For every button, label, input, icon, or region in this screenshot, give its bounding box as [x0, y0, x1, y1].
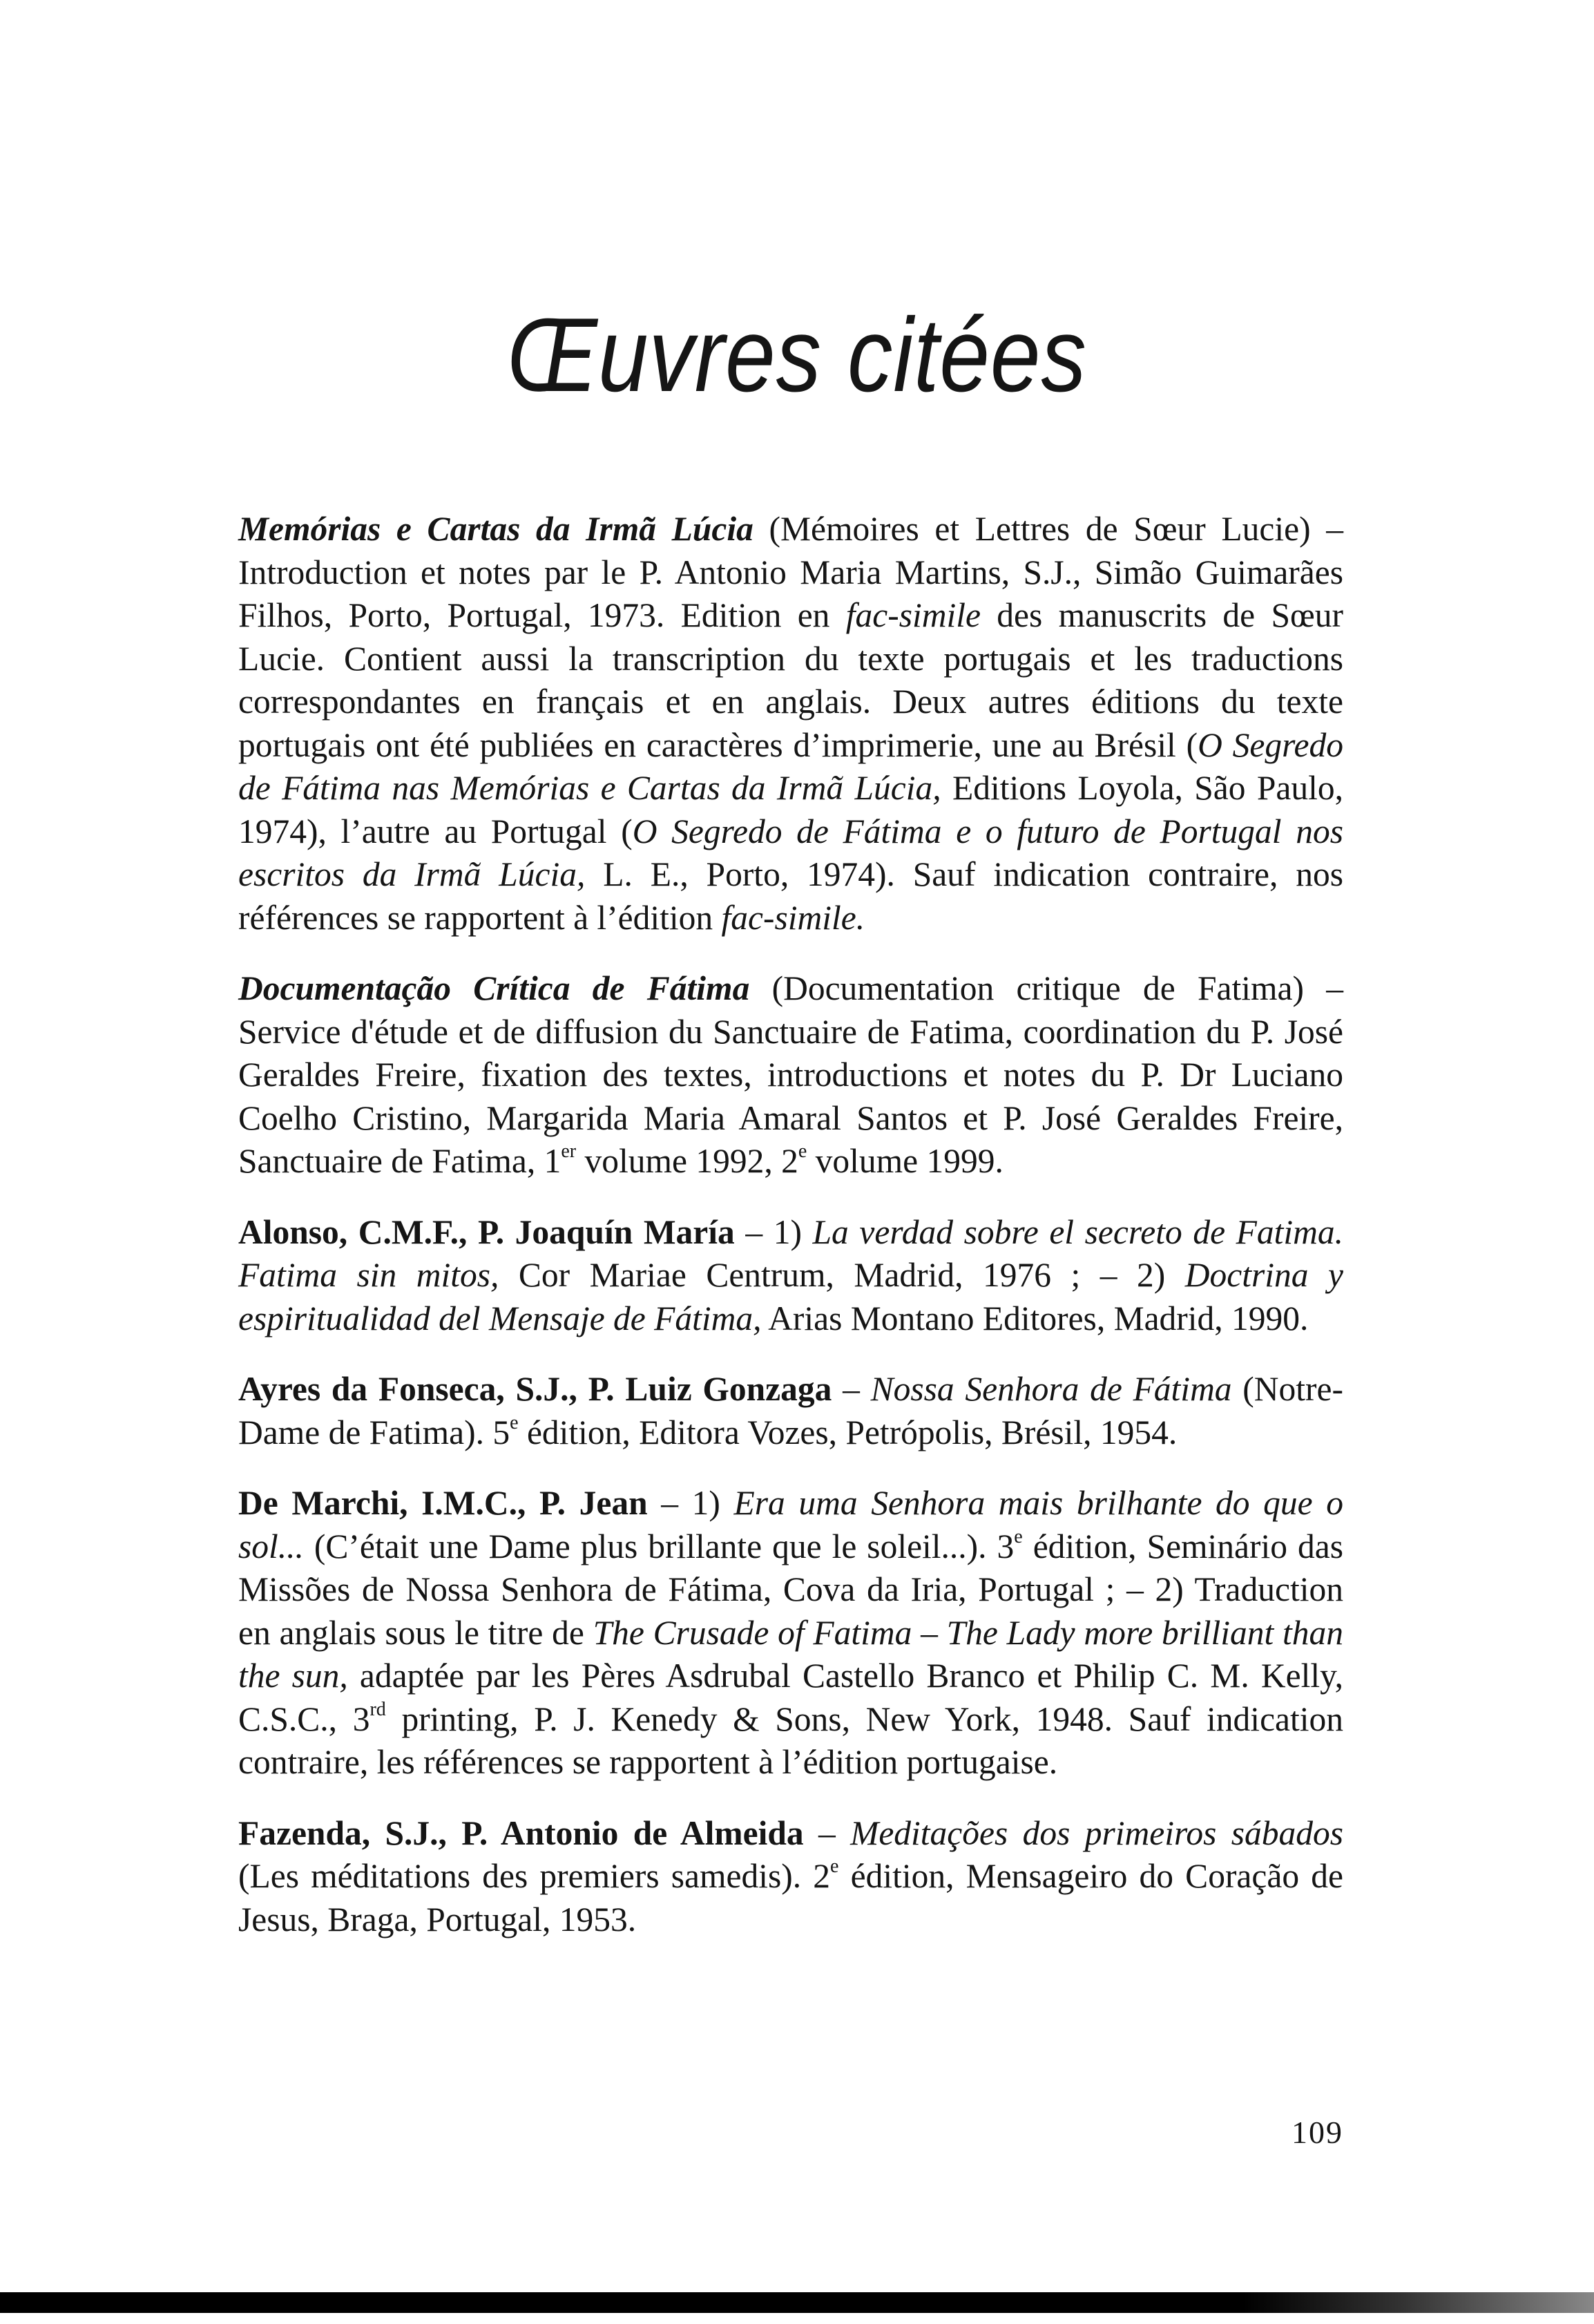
entry-text: – 1): [647, 1484, 734, 1522]
entry-title-italic: O Segredo de Fátima nas Memórias e Cartas da Irmã Lúcia,: [238, 725, 1343, 807]
entry-author: Fazenda, S.J., P. Antonio de Almeida: [238, 1813, 804, 1852]
entry-text: – 1): [734, 1212, 813, 1251]
entry-text: Arias Montano Editores, Madrid, 1990.: [761, 1299, 1309, 1337]
bibliography-entry: [238, 1368, 1343, 1454]
entry-title-italic: Nossa Senhora de Fátima: [870, 1370, 1232, 1408]
entry-text: –: [832, 1370, 871, 1408]
entry-text: (C’était une Dame plus brillante que le soleil...). 3: [303, 1527, 1015, 1565]
entry-title-italic: Doctrina y espiritualidad del Mensaje de Fátima,: [238, 1256, 1343, 1337]
entry-title-italic: La verdad sobre el secreto de Fatima. Fatima sin mitos,: [238, 1212, 1344, 1294]
entry-text: printing, P. J. Kenedy & Sons, New York, 1948. Sauf indication contraire, les références se rapportent à l’édition portugaise.: [238, 1699, 1344, 1781]
scan-edge-rule: [0, 2292, 1594, 2313]
bibliography-entry: [238, 1812, 1343, 1942]
entry-text: L. E., Porto, 1974). Sauf indication contraire, nos références se rapportent à l’édition: [238, 855, 1343, 937]
entry-title-italic: fac-simile: [845, 596, 981, 634]
page-number: 109: [1291, 2115, 1343, 2150]
superscript: e: [510, 1411, 519, 1434]
bibliography-entry: [238, 508, 1343, 940]
entry-title-italic: Era uma Senhora mais brilhante do que o sol...: [238, 1484, 1343, 1565]
entry-text: (Mémoires et Lettres de Sœur Lucie) – Introduction et notes par le P. Antonio Maria Martins, S.J., Simão Guimarães Filhos, Porto, Portugal, 1973. Edition en: [238, 510, 1343, 634]
bibliography-list: [238, 508, 1343, 1969]
entry-text: Cor Mariae Centrum, Madrid, 1976 ; – 2): [499, 1256, 1185, 1294]
entry-author: Documentação Crítica de Fátima: [238, 969, 750, 1007]
entry-author: De Marchi, I.M.C., P. Jean: [238, 1484, 648, 1522]
entry-text: édition, Seminário das Missões de Nossa Senhora de Fátima, Cova da Iria, Portugal ; – 2) Traduction en anglais sous le titre de: [238, 1527, 1343, 1652]
entry-author: Alonso, C.M.F., P. Joaquín María: [238, 1212, 735, 1251]
superscript: rd: [369, 1698, 386, 1720]
entry-text: (Les méditations des premiers samedis). 2: [238, 1857, 831, 1895]
entry-author: Memórias e Cartas da Irmã Lúcia: [238, 510, 753, 548]
superscript: e: [1014, 1525, 1023, 1547]
superscript: e: [798, 1141, 807, 1162]
entry-text: Editions Loyola, São Paulo, 1974), l’autre au Portugal (: [238, 769, 1343, 850]
entry-text: édition, Editora Vozes, Petrópolis, Brésil, 1954.: [518, 1413, 1178, 1451]
entry-text: des manuscrits de Sœur Lucie. Contient aussi la transcription du texte portugais et les traductions correspondantes en français et en anglais. Deux autres éditions du texte portugais ont été publiées en caractères d’imprimerie, une au Brésil (: [238, 596, 1343, 764]
superscript: e: [830, 1856, 839, 1877]
entry-text: (Notre-Dame de Fatima). 5: [238, 1370, 1343, 1451]
entry-title-italic: The Crusade of Fatima – The Lady more brilliant than the sun,: [238, 1613, 1343, 1695]
entry-text: volume 1999.: [807, 1142, 1004, 1180]
bibliography-entry: [238, 967, 1343, 1183]
entry-title-italic: fac-simile.: [721, 898, 865, 937]
entry-title-italic: O Segredo de Fátima e o futuro de Portugal nos escritos da Irmã Lúcia,: [238, 812, 1344, 893]
bibliography-entry: [238, 1482, 1343, 1784]
entry-text: (Documentation critique de Fatima) – Service d'étude et de diffusion du Sanctuaire de Fatima, coordination du P. José Geraldes Freire, fixation des textes, introductions et notes du P. Dr Luciano Coelho Cristino, Margarida Maria Amaral Santos et P. José Geraldes Freire, Sanctuaire de Fatima, 1: [238, 969, 1343, 1180]
entry-title-italic: Meditações dos primeiros sábados: [850, 1813, 1344, 1852]
entry-text: adaptée par les Pères Asdrubal Castello Branco et Philip C. M. Kelly, C.S.C., 3: [238, 1657, 1343, 1738]
entry-text: volume 1992, 2: [576, 1142, 798, 1180]
superscript: er: [561, 1141, 577, 1162]
entry-text: édition, Mensageiro do Coração de Jesus, Braga, Portugal, 1953.: [238, 1857, 1343, 1939]
bibliography-entry: [238, 1211, 1343, 1341]
page-title: Œuvres citées: [507, 296, 1087, 414]
entry-text: –: [803, 1813, 851, 1852]
entry-author: Ayres da Fonseca, S.J., P. Luiz Gonzaga: [238, 1370, 832, 1408]
